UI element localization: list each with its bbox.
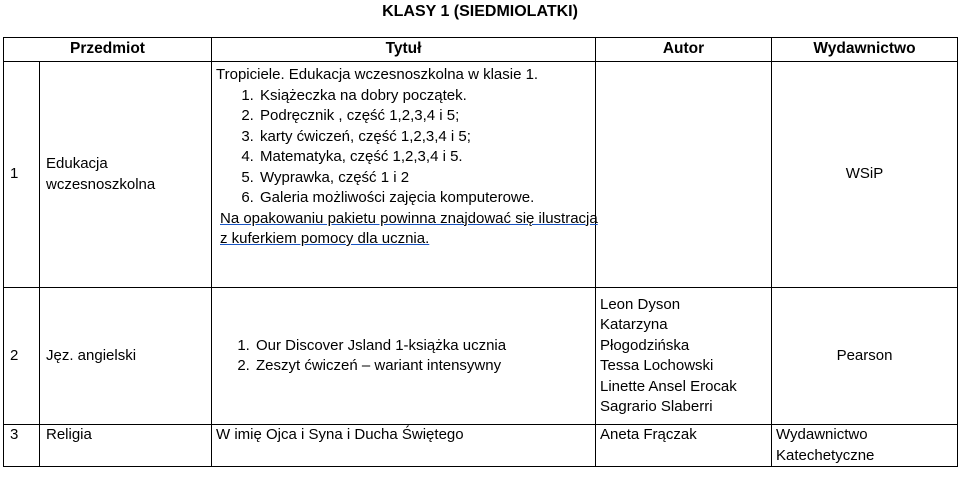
header-author: Autor bbox=[596, 38, 772, 62]
book-list bbox=[216, 336, 595, 377]
list-item: 6. Galeria możliwości zajęcia komputerowe. bbox=[258, 188, 595, 209]
row-number: 1 bbox=[4, 62, 40, 288]
list-item: 1. Książeczka na dobry początek. bbox=[258, 86, 595, 107]
textbook-table bbox=[3, 37, 958, 467]
subject-line: wczesnoszkolna bbox=[46, 175, 156, 193]
row-title bbox=[212, 288, 596, 425]
table-row bbox=[4, 425, 958, 467]
publisher-line: Wydawnictwo bbox=[776, 426, 868, 443]
row-subject bbox=[40, 62, 212, 288]
author-line: Leon Dyson bbox=[600, 295, 681, 313]
row-publisher bbox=[772, 425, 958, 467]
row-number: 3 bbox=[4, 425, 40, 467]
header-title: Tytuł bbox=[212, 38, 596, 62]
row-subject: Religia bbox=[40, 425, 212, 467]
author-line: Tessa Lochowski bbox=[600, 357, 714, 374]
packaging-note: Na opakowaniu pakietu powinna znajdować się ilustracja z kuferkiem pomocy dla ucznia. bbox=[220, 209, 598, 247]
row-author bbox=[596, 288, 772, 425]
list-item: 3. karty ćwiczeń, część 1,2,3,4 i 5; bbox=[258, 127, 595, 148]
row-author: Aneta Frączak bbox=[596, 425, 772, 467]
row-subject: Jęz. angielski bbox=[40, 288, 212, 425]
author-line: Katarzyna bbox=[600, 316, 668, 333]
author-line: Sagrario Slaberri bbox=[600, 398, 713, 415]
page-title: KLASY 1 (SIEDMIOLATKI) bbox=[382, 3, 578, 20]
row-title bbox=[212, 62, 596, 288]
list-item: 1. Our Discover Jsland 1-książka ucznia bbox=[254, 336, 595, 357]
table-row bbox=[4, 62, 958, 288]
author-line: Linette Ansel Erocak bbox=[600, 377, 737, 395]
table-header-row bbox=[4, 38, 958, 62]
row-publisher: Pearson bbox=[772, 288, 958, 425]
list-item: 2. Zeszyt ćwiczeń – wariant intensywny bbox=[254, 356, 595, 377]
publisher-line: Katechetyczne bbox=[776, 446, 875, 464]
list-item: 4. Matematyka, część 1,2,3,4 i 5. bbox=[258, 147, 595, 168]
author-line: Płogodzińska bbox=[600, 336, 690, 354]
header-publisher: Wydawnictwo bbox=[772, 38, 958, 62]
list-item: 2. Podręcznik , część 1,2,3,4 i 5; bbox=[258, 106, 595, 127]
row-number: 2 bbox=[4, 288, 40, 425]
title-intro: Tropiciele. Edukacja wczesnoszkolna w klasie 1. bbox=[216, 66, 539, 83]
list-item: 5. Wyprawka, część 1 i 2 bbox=[258, 168, 595, 189]
book-list bbox=[216, 86, 595, 209]
row-author bbox=[596, 62, 772, 288]
row-publisher: WSiP bbox=[772, 62, 958, 288]
subject-line: Edukacja bbox=[46, 155, 108, 172]
header-subject: Przedmiot bbox=[4, 38, 212, 62]
row-title: W imię Ojca i Syna i Ducha Świętego bbox=[212, 425, 596, 467]
table-row bbox=[4, 288, 958, 425]
